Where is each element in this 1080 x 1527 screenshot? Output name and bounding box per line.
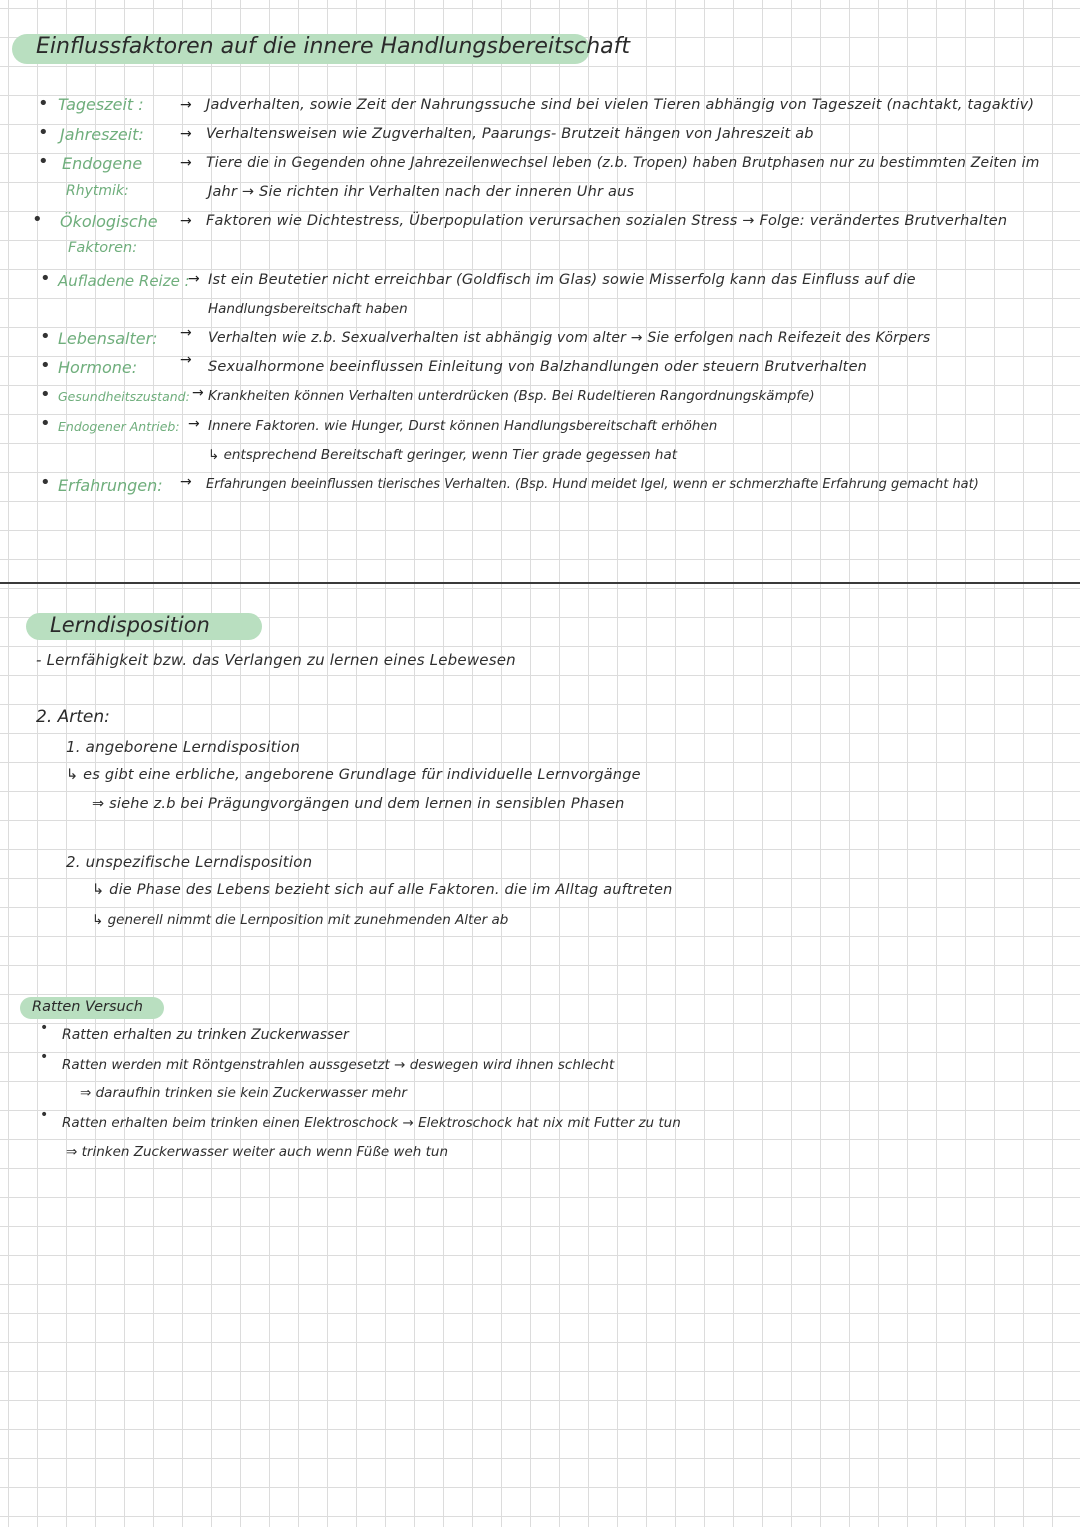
section1-title: Einflussfaktoren auf die innere Handlungsbereitschaft bbox=[36, 34, 631, 59]
factor-label-reize: Aufladene Reize : bbox=[58, 272, 190, 290]
factor-label-tageszeit: Tageszeit : bbox=[58, 95, 144, 114]
factor-label-antrieb: Endogener Antrieb: bbox=[58, 419, 180, 434]
factor-label-gesundheitszustand: Gesundheitszustand: bbox=[58, 389, 190, 404]
experiment-text: Ratten erhalten beim trinken einen Elektroschock → Elektroschock hat nix mit Futter zu tun bbox=[62, 1115, 681, 1131]
arrow-icon: → bbox=[180, 126, 192, 142]
experiment-text: Ratten erhalten zu trinken Zuckerwasser bbox=[62, 1027, 349, 1043]
definition-text: - Lernfähigkeit bzw. das Verlangen zu lernen eines Lebewesen bbox=[36, 651, 516, 669]
factor-text: Ist ein Beutetier nicht erreichbar (Goldfisch im Glas) sowie Misserfolg kann das Einfluss auf die bbox=[208, 272, 916, 288]
arrow-icon: → bbox=[180, 474, 192, 490]
factor-label-faktoren: Faktoren: bbox=[68, 240, 138, 256]
factor-label-endogene: Endogene bbox=[62, 154, 143, 173]
bullet-dot: • bbox=[40, 472, 51, 493]
factor-text: Handlungsbereitschaft haben bbox=[208, 301, 408, 317]
type2-line: ↳ generell nimmt die Lernposition mit zunehmenden Alter ab bbox=[92, 912, 509, 928]
factor-text: Erfahrungen beeinflussen tierisches Verhalten. (Bsp. Hund meidet Igel, wenn er schmerzhafte Erfahrung gemacht hat) bbox=[206, 477, 979, 492]
factor-label-rhytmik: Rhytmik: bbox=[66, 183, 129, 199]
factor-text: ↳ entsprechend Bereitschaft geringer, wenn Tier grade gegessen hat bbox=[208, 447, 678, 463]
arrow-icon: → bbox=[180, 325, 192, 341]
bullet-dot: • bbox=[40, 1020, 49, 1036]
bullet-dot: • bbox=[40, 413, 51, 434]
factor-text: Faktoren wie Dichtestress, Überpopulation verursachen sozialen Stress → Folge: verändertes Brutverhalten bbox=[206, 213, 1008, 229]
bullet-dot: • bbox=[40, 1107, 49, 1123]
arrow-icon: → bbox=[188, 416, 200, 432]
arrow-icon: → bbox=[180, 352, 192, 368]
bullet-dot: • bbox=[40, 1049, 49, 1065]
factor-text: Jahr → Sie richten ihr Verhalten nach der inneren Uhr aus bbox=[208, 184, 635, 200]
factor-text: Jadverhalten, sowie Zeit der Nahrungssuche sind bei vielen Tieren abhängig von Tageszeit (nachtakt, tagaktiv) bbox=[206, 97, 1035, 113]
factor-label-oekologische: Ökologische bbox=[60, 212, 158, 231]
bullet-dot: • bbox=[38, 151, 49, 172]
factor-label-lebensalter: Lebensalter: bbox=[58, 329, 158, 348]
type1-line: ↳ es gibt eine erbliche, angeborene Grundlage für individuelle Lernvorgänge bbox=[66, 767, 641, 783]
experiment-text: Ratten werden mit Röntgenstrahlen aussgesetzt → deswegen wird ihnen schlecht bbox=[62, 1057, 615, 1073]
type2-line: ↳ die Phase des Lebens bezieht sich auf alle Faktoren. die im Alltag auftreten bbox=[92, 882, 673, 898]
type2-title: 2. unspezifische Lerndisposition bbox=[66, 853, 313, 871]
factor-text: Sexualhormone beeinflussen Einleitung von Balzhandlungen oder steuern Brutverhalten bbox=[208, 359, 868, 375]
bullet-dot: • bbox=[40, 384, 51, 405]
arrow-icon: → bbox=[192, 385, 204, 401]
section2-title: Lerndisposition bbox=[50, 613, 210, 637]
bullet-dot: • bbox=[40, 268, 51, 289]
type1-title: 1. angeborene Lerndisposition bbox=[66, 738, 301, 756]
arrow-icon: → bbox=[180, 213, 192, 229]
bullet-dot: • bbox=[38, 93, 49, 114]
arrow-icon: → bbox=[180, 97, 192, 113]
experiment-text: ⇒ trinken Zuckerwasser weiter auch wenn Füße weh tun bbox=[66, 1144, 449, 1160]
experiment-text: ⇒ daraufhin trinken sie kein Zuckerwasser mehr bbox=[80, 1085, 407, 1101]
bullet-dot: • bbox=[40, 355, 51, 376]
type1-line: ⇒ siehe z.b bei Prägungvorgängen und dem lernen in sensiblen Phasen bbox=[92, 796, 625, 812]
section-divider bbox=[0, 582, 1080, 584]
factor-text: Tiere die in Gegenden ohne Jahrezeilenwechsel leben (z.b. Tropen) haben Brutphasen nur zu bestimmten Zeiten im bbox=[206, 155, 1040, 171]
bullet-dot: • bbox=[32, 209, 43, 230]
factor-label-erfahrungen: Erfahrungen: bbox=[58, 476, 163, 495]
factor-text: Verhalten wie z.b. Sexualverhalten ist abhängig vom alter → Sie erfolgen nach Reifezeit des Körpers bbox=[208, 330, 931, 346]
factor-text: Innere Faktoren. wie Hunger, Durst können Handlungsbereitschaft erhöhen bbox=[208, 418, 718, 434]
bullet-dot: • bbox=[38, 122, 49, 143]
section3-title: Ratten Versuch bbox=[32, 999, 143, 1015]
factor-text: Verhaltensweisen wie Zugverhalten, Paarungs- Brutzeit hängen von Jahreszeit ab bbox=[206, 126, 814, 142]
factor-text: Krankheiten können Verhalten unterdrücken (Bsp. Bei Rudeltieren Rangordnungskämpfe) bbox=[208, 388, 815, 404]
arrow-icon: → bbox=[188, 271, 200, 287]
factor-label-jahreszeit: Jahreszeit: bbox=[60, 125, 144, 144]
types-heading: 2. Arten: bbox=[36, 707, 110, 727]
factor-label-hormone: Hormone: bbox=[58, 358, 138, 377]
arrow-icon: → bbox=[180, 155, 192, 171]
bullet-dot: • bbox=[40, 326, 51, 347]
